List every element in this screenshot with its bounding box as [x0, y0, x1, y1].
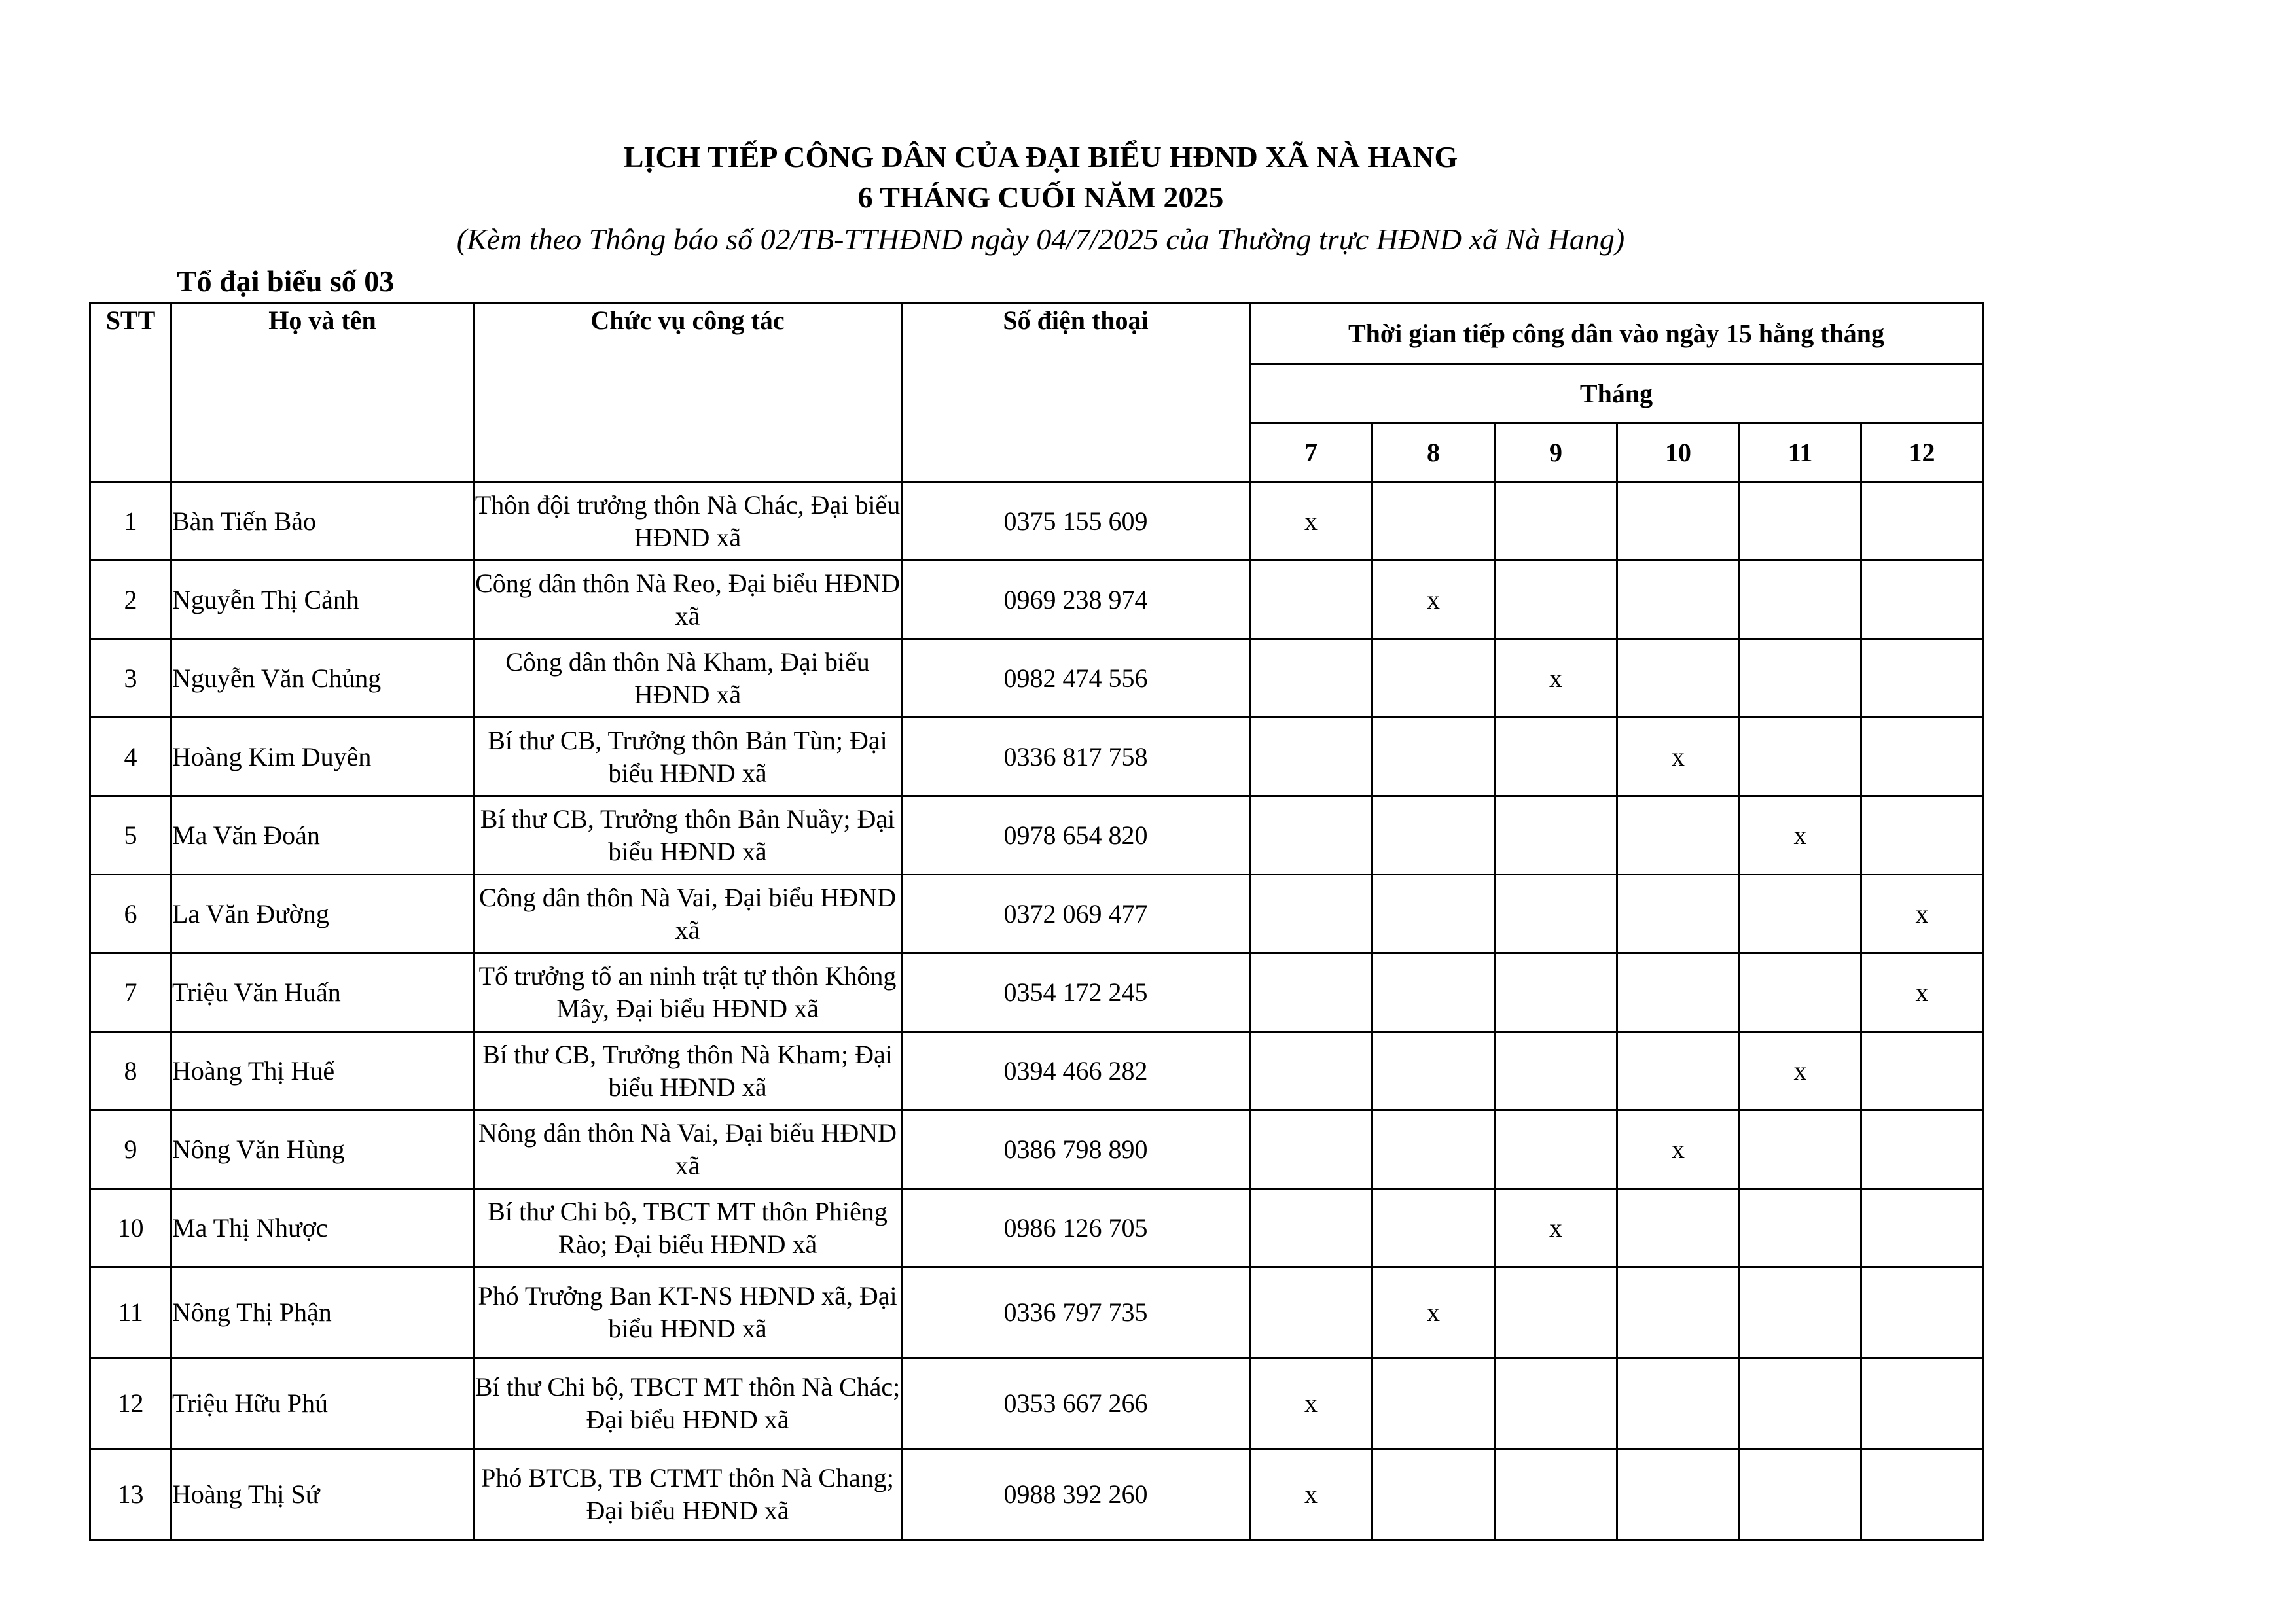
header-month-10: 10 [1617, 423, 1740, 482]
header-month-7: 7 [1250, 423, 1372, 482]
row-month-mark: x [1372, 1267, 1495, 1358]
row-phone: 0336 797 735 [902, 1267, 1250, 1358]
row-month-mark: x [1495, 639, 1617, 718]
row-phone: 0969 238 974 [902, 561, 1250, 639]
row-month-mark [1372, 1032, 1495, 1110]
row-month-mark [1740, 639, 1861, 718]
document-subtitle: 6 THÁNG CUỐI NĂM 2025 [857, 181, 1224, 214]
row-month-mark [1250, 1110, 1372, 1189]
row-month-mark [1861, 1189, 1983, 1267]
row-name: Hoàng Kim Duyên [171, 718, 474, 796]
row-month-mark [1372, 1189, 1495, 1267]
header-month-8: 8 [1372, 423, 1495, 482]
row-month-mark [1861, 1110, 1983, 1189]
row-month-mark [1250, 796, 1372, 875]
table-row [90, 1449, 1983, 1540]
header-name: Họ và tên [171, 304, 474, 482]
row-name: Ma Thị Nhược [171, 1189, 474, 1267]
row-stt: 9 [90, 1110, 171, 1189]
row-month-mark [1495, 1267, 1617, 1358]
row-position: Bí thư Chi bộ, TBCT MT thôn Nà Chác; Đại biểu HĐND xã [474, 1358, 902, 1449]
row-phone: 0372 069 477 [902, 875, 1250, 953]
row-position: Tổ trưởng tổ an ninh trật tự thôn Không Mây, Đại biểu HĐND xã [474, 953, 902, 1032]
row-month-mark [1740, 1110, 1861, 1189]
row-stt: 5 [90, 796, 171, 875]
row-month-mark [1617, 482, 1740, 561]
row-month-mark [1250, 953, 1372, 1032]
row-phone: 0353 667 266 [902, 1358, 1250, 1449]
row-stt: 7 [90, 953, 171, 1032]
header-stt: STT [90, 304, 171, 482]
header-position: Chức vụ công tác [474, 304, 902, 482]
row-position: Phó Trưởng Ban KT-NS HĐND xã, Đại biểu HĐND xã [474, 1267, 902, 1358]
row-month-mark [1617, 1449, 1740, 1540]
row-stt: 13 [90, 1449, 171, 1540]
table-header [90, 304, 1983, 482]
row-name: La Văn Đường [171, 875, 474, 953]
row-month-mark [1740, 718, 1861, 796]
table-row [90, 875, 1983, 953]
row-month-mark [1372, 718, 1495, 796]
row-stt: 3 [90, 639, 171, 718]
row-month-mark [1250, 1032, 1372, 1110]
row-position: Công dân thôn Nà Vai, Đại biểu HĐND xã [474, 875, 902, 953]
row-month-mark [1495, 1358, 1617, 1449]
header-month-9: 9 [1495, 423, 1617, 482]
row-month-mark [1250, 1267, 1372, 1358]
row-month-mark: x [1250, 1358, 1372, 1449]
row-month-mark [1861, 561, 1983, 639]
row-month-mark [1861, 1032, 1983, 1110]
header-month: Tháng [1250, 364, 1983, 423]
row-name: Hoàng Thị Sứ [171, 1449, 474, 1540]
row-phone: 0988 392 260 [902, 1449, 1250, 1540]
row-month-mark [1250, 718, 1372, 796]
row-name: Nông Thị Phận [171, 1267, 474, 1358]
row-month-mark [1861, 1358, 1983, 1449]
row-stt: 11 [90, 1267, 171, 1358]
table-row [90, 1267, 1983, 1358]
row-stt: 4 [90, 718, 171, 796]
row-month-mark: x [1861, 953, 1983, 1032]
row-position: Thôn đội trưởng thôn Nà Chác, Đại biểu HĐND xã [474, 482, 902, 561]
row-month-mark [1740, 1267, 1861, 1358]
table-row [90, 796, 1983, 875]
row-month-mark [1495, 953, 1617, 1032]
row-month-mark [1617, 561, 1740, 639]
row-name: Hoàng Thị Huế [171, 1032, 474, 1110]
row-month-mark [1617, 1032, 1740, 1110]
table-row [90, 1032, 1983, 1110]
row-month-mark [1495, 1032, 1617, 1110]
table-row [90, 639, 1983, 718]
row-name: Nguyễn Thị Cảnh [171, 561, 474, 639]
row-month-mark: x [1495, 1189, 1617, 1267]
row-month-mark [1250, 1189, 1372, 1267]
row-stt: 10 [90, 1189, 171, 1267]
row-month-mark: x [1740, 1032, 1861, 1110]
row-phone: 0394 466 282 [902, 1032, 1250, 1110]
table-row [90, 1189, 1983, 1267]
row-month-mark: x [1861, 875, 1983, 953]
row-name: Nguyễn Văn Chủng [171, 639, 474, 718]
document-reference-note: (Kèm theo Thông báo số 02/TB-TTHĐND ngày 04/7/2025 của Thường trực HĐND xã Nà Hang) [456, 222, 1625, 256]
table-row [90, 482, 1983, 561]
row-month-mark [1495, 1110, 1617, 1189]
row-month-mark: x [1250, 482, 1372, 561]
row-month-mark [1617, 953, 1740, 1032]
row-month-mark [1372, 1358, 1495, 1449]
row-position: Bí thư CB, Trưởng thôn Bản Tùn; Đại biểu HĐND xã [474, 718, 902, 796]
table-row [90, 1358, 1983, 1449]
row-month-mark: x [1617, 1110, 1740, 1189]
document-title: LỊCH TIẾP CÔNG DÂN CỦA ĐẠI BIỂU HĐND XÃ NÀ HANG [623, 140, 1458, 173]
group-label: Tổ đại biểu số 03 [177, 264, 395, 298]
row-month-mark [1617, 1358, 1740, 1449]
table-body [90, 482, 1983, 1540]
row-stt: 1 [90, 482, 171, 561]
row-month-mark [1495, 796, 1617, 875]
row-name: Nông Văn Hùng [171, 1110, 474, 1189]
row-month-mark [1740, 1449, 1861, 1540]
row-phone: 0982 474 556 [902, 639, 1250, 718]
header-reception-time: Thời gian tiếp công dân vào ngày 15 hằng tháng [1250, 304, 1983, 364]
row-month-mark [1740, 1358, 1861, 1449]
row-name: Bàn Tiến Bảo [171, 482, 474, 561]
row-position: Bí thư CB, Trưởng thôn Bản Nuầy; Đại biểu HĐND xã [474, 796, 902, 875]
row-month-mark [1372, 1110, 1495, 1189]
table-row [90, 561, 1983, 639]
row-month-mark: x [1617, 718, 1740, 796]
row-month-mark [1861, 1449, 1983, 1540]
row-month-mark: x [1250, 1449, 1372, 1540]
row-month-mark [1617, 639, 1740, 718]
row-month-mark [1495, 875, 1617, 953]
row-month-mark [1740, 1189, 1861, 1267]
row-month-mark [1495, 482, 1617, 561]
row-month-mark [1250, 561, 1372, 639]
row-month-mark [1372, 1449, 1495, 1540]
row-phone: 0386 798 890 [902, 1110, 1250, 1189]
schedule-table [89, 302, 1984, 1541]
row-month-mark [1372, 639, 1495, 718]
row-position: Bí thư Chi bộ, TBCT MT thôn Phiêng Rào; Đại biểu HĐND xã [474, 1189, 902, 1267]
row-month-mark [1372, 875, 1495, 953]
row-name: Ma Văn Đoán [171, 796, 474, 875]
row-month-mark [1740, 482, 1861, 561]
row-phone: 0375 155 609 [902, 482, 1250, 561]
row-month-mark [1250, 639, 1372, 718]
row-position: Phó BTCB, TB CTMT thôn Nà Chang; Đại biểu HĐND xã [474, 1449, 902, 1540]
row-phone: 0336 817 758 [902, 718, 1250, 796]
row-month-mark [1495, 1449, 1617, 1540]
row-month-mark [1617, 796, 1740, 875]
header-month-12: 12 [1861, 423, 1983, 482]
row-month-mark [1861, 1267, 1983, 1358]
row-month-mark [1372, 796, 1495, 875]
row-position: Nông dân thôn Nà Vai, Đại biểu HĐND xã [474, 1110, 902, 1189]
row-month-mark [1740, 953, 1861, 1032]
row-phone: 0354 172 245 [902, 953, 1250, 1032]
row-month-mark [1372, 953, 1495, 1032]
table-row [90, 1110, 1983, 1189]
row-stt: 6 [90, 875, 171, 953]
row-month-mark [1617, 1267, 1740, 1358]
row-name: Triệu Văn Huấn [171, 953, 474, 1032]
header-month-11: 11 [1740, 423, 1861, 482]
row-stt: 8 [90, 1032, 171, 1110]
row-month-mark [1861, 796, 1983, 875]
row-stt: 2 [90, 561, 171, 639]
row-month-mark [1495, 561, 1617, 639]
row-month-mark [1250, 875, 1372, 953]
row-month-mark [1740, 561, 1861, 639]
row-month-mark [1372, 482, 1495, 561]
row-position: Công dân thôn Nà Reo, Đại biểu HĐND xã [474, 561, 902, 639]
row-month-mark [1861, 482, 1983, 561]
table-row [90, 718, 1983, 796]
row-month-mark [1740, 875, 1861, 953]
row-phone: 0986 126 705 [902, 1189, 1250, 1267]
row-month-mark [1861, 718, 1983, 796]
row-month-mark [1617, 1189, 1740, 1267]
row-month-mark [1617, 875, 1740, 953]
table-row [90, 953, 1983, 1032]
row-phone: 0978 654 820 [902, 796, 1250, 875]
row-month-mark [1861, 639, 1983, 718]
header-phone: Số điện thoại [902, 304, 1250, 482]
row-month-mark: x [1372, 561, 1495, 639]
row-position: Công dân thôn Nà Kham, Đại biểu HĐND xã [474, 639, 902, 718]
row-stt: 12 [90, 1358, 171, 1449]
row-month-mark: x [1740, 796, 1861, 875]
row-name: Triệu Hữu Phú [171, 1358, 474, 1449]
row-month-mark [1495, 718, 1617, 796]
row-position: Bí thư CB, Trưởng thôn Nà Kham; Đại biểu HĐND xã [474, 1032, 902, 1110]
